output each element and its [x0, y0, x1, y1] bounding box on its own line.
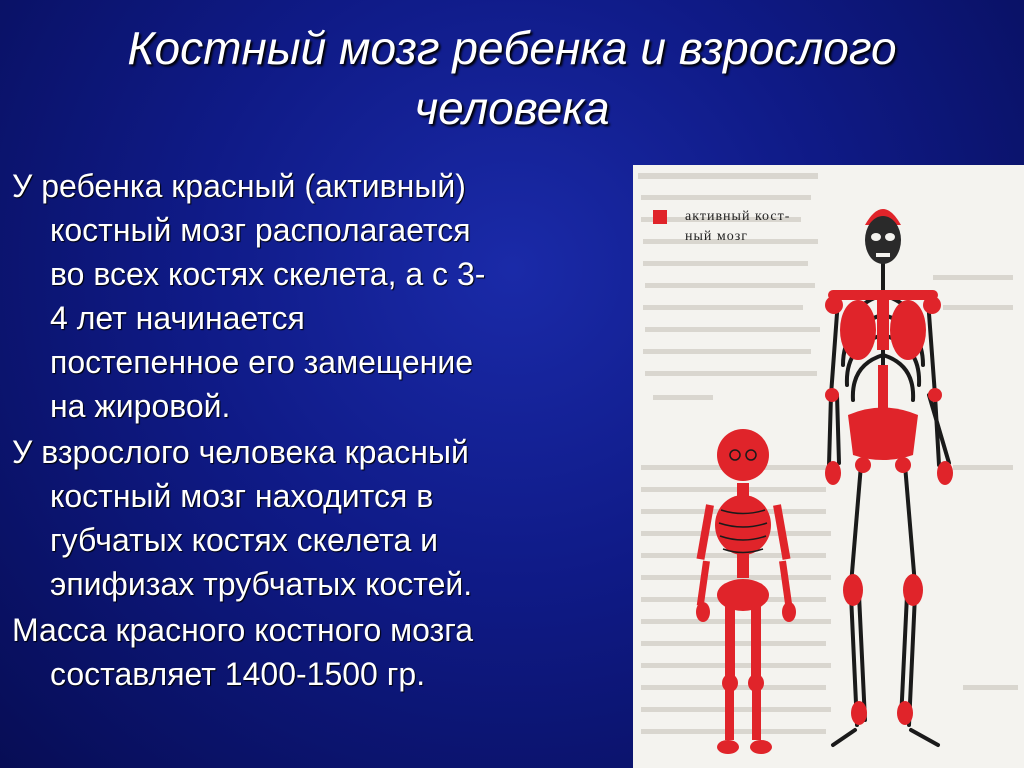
child-skeleton [633, 165, 1024, 768]
legend-line-2: ный мозг [685, 229, 749, 244]
text-line: костный мозг находится в [50, 478, 434, 514]
slide-body [12, 164, 612, 698]
title-line-2: человека [414, 82, 610, 134]
paragraph-child [12, 164, 612, 428]
legend-line-1: активный кост- [685, 209, 791, 224]
text-line: костный мозг располагается [50, 212, 471, 248]
text-line: эпифизах трубчатых костей. [50, 566, 473, 602]
text-line: У ребенка красный (активный) [12, 168, 466, 204]
title-line-1: Костный мозг ребенка и взрослого [127, 22, 897, 74]
text-line: на жировой. [50, 388, 231, 424]
text-line: Масса красного костного мозга [12, 612, 474, 648]
paragraph-mass [12, 608, 612, 696]
slide-title [0, 18, 1024, 138]
skeleton-figure [633, 165, 1024, 768]
paragraph-adult [12, 430, 612, 606]
text-line: во всех костях скелета, а с 3- [50, 256, 486, 292]
text-line: составляет 1400-1500 гр. [50, 656, 426, 692]
text-line: 4 лет начинается [50, 300, 305, 336]
text-line: постепенное его замещение [50, 344, 473, 380]
text-line: У взрослого человека красный [12, 434, 469, 470]
text-line: губчатых костях скелета и [50, 522, 438, 558]
